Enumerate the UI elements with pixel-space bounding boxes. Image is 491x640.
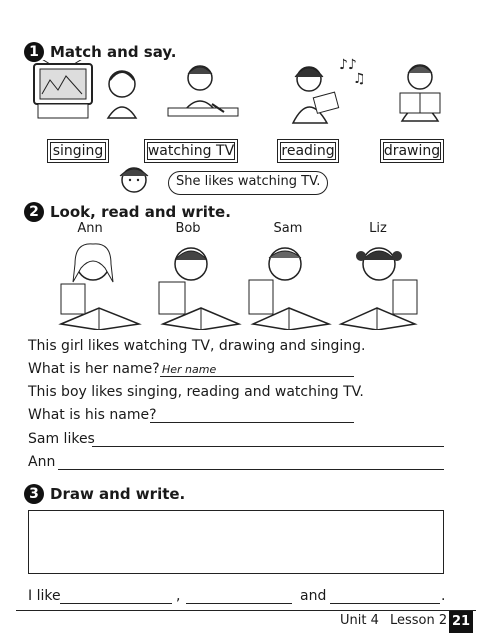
word-box-singing: singing — [47, 139, 109, 163]
footer-unit: Unit 4 — [340, 613, 379, 628]
footer-divider — [16, 610, 476, 611]
prompt-i-like: I like — [28, 588, 61, 604]
page-number: 21 — [449, 611, 473, 633]
name-ann: Ann — [77, 221, 103, 236]
sentence-2: What is her name? — [28, 361, 160, 377]
name-liz: Liz — [369, 221, 387, 236]
ann-picture — [55, 238, 145, 330]
sam-picture — [245, 238, 335, 330]
prompt-and: and — [300, 588, 327, 604]
answer-line-like-2[interactable] — [186, 603, 292, 604]
drawing-area[interactable] — [28, 510, 444, 574]
answer-line-6[interactable] — [58, 469, 444, 470]
word-box-reading: reading — [277, 139, 339, 163]
liz-picture — [335, 238, 425, 330]
section-2-number: 2 — [24, 202, 44, 222]
answer-line-2[interactable] — [160, 376, 354, 377]
answer-2: Her name — [162, 363, 217, 376]
name-sam: Sam — [273, 221, 303, 236]
word-box-watching-tv: watching TV — [144, 139, 238, 163]
section-1-title: Match and say. — [50, 43, 177, 61]
name-bob: Bob — [175, 221, 201, 236]
speech-text: She likes watching TV. — [176, 174, 321, 189]
prompt-comma: , — [176, 588, 181, 604]
drawing-picture — [150, 60, 250, 130]
sentence-3: This boy likes singing, reading and watching TV. — [28, 384, 364, 400]
bob-picture — [155, 238, 245, 330]
section-2-title: Look, read and write. — [50, 203, 231, 221]
prompt-period: . — [441, 588, 446, 604]
svg-text:♪♪: ♪♪ — [339, 57, 357, 73]
answer-line-4[interactable] — [150, 422, 354, 423]
answer-line-like-3[interactable] — [330, 603, 440, 604]
sentence-6: Ann — [28, 454, 56, 470]
sentence-5: Sam likes — [28, 431, 95, 447]
svg-text:♫: ♫ — [353, 71, 366, 87]
girl-face-icon — [108, 160, 168, 198]
tv-watching-picture — [30, 60, 150, 135]
footer-lesson: Lesson 2 — [390, 613, 448, 628]
reading-picture — [380, 55, 460, 130]
word-box-drawing: drawing — [380, 139, 444, 163]
section-3-number: 3 — [24, 484, 44, 504]
singing-picture — [275, 55, 375, 130]
section-3-title: Draw and write. — [50, 485, 186, 503]
sentence-4: What is his name? — [28, 407, 157, 423]
answer-line-5[interactable] — [92, 446, 444, 447]
section-1-number: 1 — [24, 42, 44, 62]
sentence-1: This girl likes watching TV, drawing and singing. — [28, 338, 366, 354]
answer-line-like-1[interactable] — [60, 603, 172, 604]
